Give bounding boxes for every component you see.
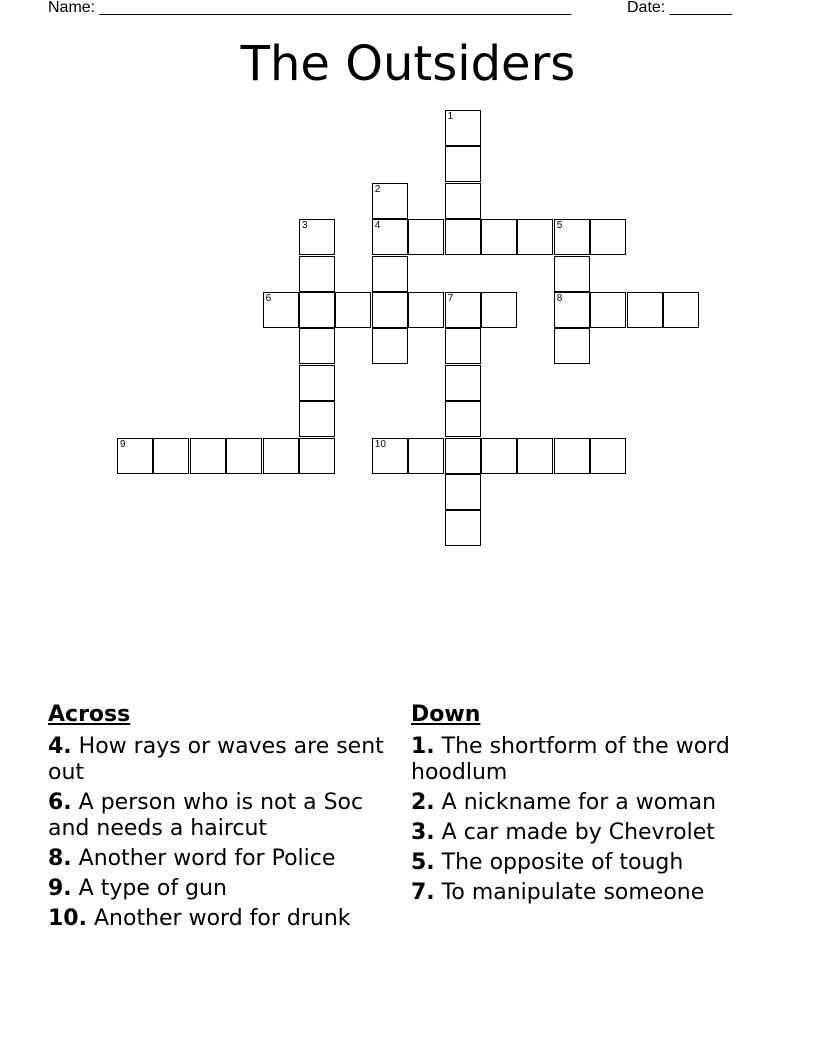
crossword-cell[interactable] [554, 292, 590, 328]
crossword-cell[interactable] [445, 146, 481, 182]
cell-number: 2 [374, 183, 381, 195]
cell-number: 6 [265, 293, 272, 304]
crossword-cell[interactable] [408, 219, 444, 255]
cell-number: 9 [120, 438, 126, 450]
across-heading: Across [48, 702, 131, 727]
crossword-cell[interactable] [663, 292, 699, 328]
clue-down-3 [411, 820, 771, 846]
crossword-cell[interactable] [372, 438, 408, 474]
clue-number: 7. [411, 880, 435, 905]
crossword-cell[interactable] [372, 328, 408, 364]
clue-text: To manipulate someone [441, 880, 705, 905]
clue-across-8 [48, 846, 388, 872]
crossword-cell[interactable] [517, 438, 553, 474]
crossword-cell[interactable] [554, 219, 590, 255]
crossword-cell[interactable] [554, 328, 590, 364]
crossword-cell[interactable] [263, 438, 299, 474]
clue-text: A person who is not a Soc and needs a haircut [48, 790, 364, 841]
clue-text: Another word for drunk [93, 906, 351, 931]
crossword-cell[interactable] [445, 183, 481, 219]
clue-down-7 [411, 880, 771, 906]
crossword-cell[interactable] [299, 401, 335, 437]
clue-down-1 [411, 734, 771, 786]
crossword-cell[interactable] [299, 219, 335, 255]
crossword-cell[interactable] [299, 365, 335, 401]
down-heading: Down [411, 702, 481, 727]
crossword-cell[interactable] [481, 292, 517, 328]
crossword-cell[interactable] [590, 219, 626, 255]
crossword-cell[interactable] [445, 219, 481, 255]
clue-number: 10. [48, 906, 87, 931]
cell-number: 8 [556, 293, 563, 304]
crossword-cell[interactable] [117, 438, 153, 474]
clue-number: 5. [411, 850, 435, 875]
crossword-cell[interactable] [445, 438, 481, 474]
clue-text: A type of gun [78, 876, 227, 901]
crossword-cell[interactable] [372, 256, 408, 292]
crossword-cell[interactable] [372, 219, 408, 255]
cell-number: 3 [302, 220, 308, 232]
crossword-cell[interactable] [299, 292, 335, 328]
clue-text: The shortform of the word hoodlum [411, 734, 730, 785]
crossword-cell[interactable] [517, 219, 553, 255]
down-clues [411, 702, 771, 910]
across-clues [48, 702, 388, 936]
crossword-cell[interactable] [445, 365, 481, 401]
name-field[interactable]: Name: _____________________________________________________ [48, 0, 572, 16]
crossword-cell[interactable] [554, 256, 590, 292]
clue-number: 9. [48, 876, 72, 901]
crossword-cell[interactable] [153, 438, 189, 474]
clue-across-9 [48, 876, 388, 902]
clue-number: 6. [48, 790, 72, 815]
crossword-cell[interactable] [445, 292, 481, 328]
crossword-cell[interactable] [335, 292, 371, 328]
clue-down-2 [411, 790, 771, 816]
crossword-cell[interactable] [408, 292, 444, 328]
crossword-cell[interactable] [408, 438, 444, 474]
page-title: The Outsiders [240, 36, 576, 92]
crossword-cell[interactable] [627, 292, 663, 328]
crossword-cell[interactable] [226, 438, 262, 474]
cell-number: 1 [447, 111, 454, 122]
crossword-cell[interactable] [445, 328, 481, 364]
clue-number: 3. [411, 820, 435, 845]
crossword-cell[interactable] [445, 110, 481, 146]
crossword-cell[interactable] [481, 438, 517, 474]
clue-text: Another word for Police [78, 846, 336, 871]
cell-number: 10 [374, 438, 386, 450]
clue-across-10 [48, 906, 388, 932]
clue-number: 8. [48, 846, 72, 871]
crossword-cell[interactable] [372, 183, 408, 219]
crossword-cell[interactable] [299, 328, 335, 364]
clue-number: 1. [411, 734, 435, 759]
crossword-cell[interactable] [299, 438, 335, 474]
crossword-cell[interactable] [445, 401, 481, 437]
date-field[interactable]: Date: _______ [627, 0, 732, 16]
clue-text: A car made by Chevrolet [441, 820, 715, 845]
clue-text: A nickname for a woman [441, 790, 717, 815]
clue-text: The opposite of tough [441, 850, 684, 875]
crossword-cell[interactable] [481, 219, 517, 255]
crossword-cell[interactable] [263, 292, 299, 328]
crossword-cell[interactable] [190, 438, 226, 474]
cell-number: 5 [556, 220, 563, 232]
crossword-cell[interactable] [445, 474, 481, 510]
crossword-cell[interactable] [554, 438, 590, 474]
crossword-cell[interactable] [590, 292, 626, 328]
crossword-cell[interactable] [372, 292, 408, 328]
cell-number: 4 [374, 220, 381, 232]
clue-across-6 [48, 790, 388, 842]
crossword-cell[interactable] [299, 256, 335, 292]
clue-text: How rays or waves are sent out [48, 734, 384, 785]
crossword-cell[interactable] [445, 510, 481, 546]
clue-number: 4. [48, 734, 72, 759]
clue-across-4 [48, 734, 388, 786]
clue-number: 2. [411, 790, 435, 815]
clue-down-5 [411, 850, 771, 876]
cell-number: 7 [447, 293, 454, 304]
crossword-cell[interactable] [590, 438, 626, 474]
